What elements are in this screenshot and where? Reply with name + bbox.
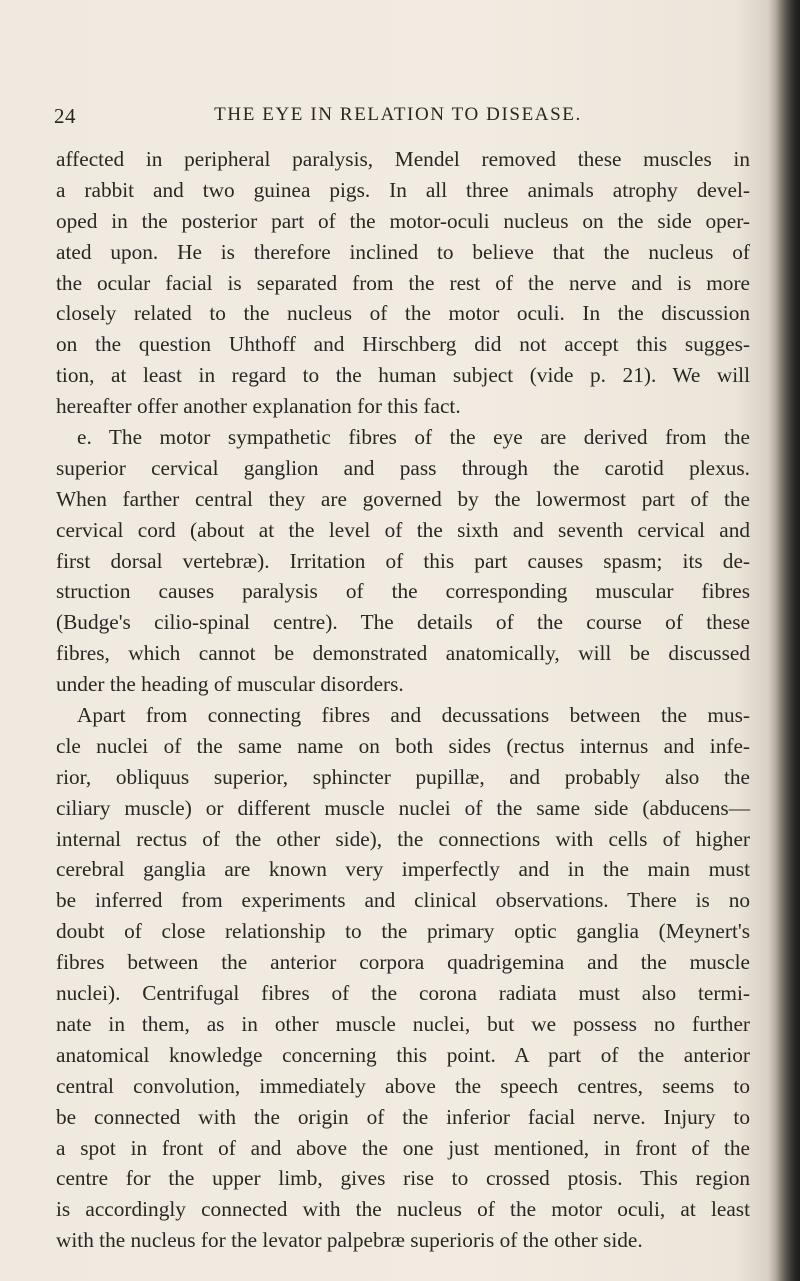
text-line: under the heading of muscular disorders. bbox=[56, 672, 404, 697]
text-line: Apart from connecting fibres and decussations between the mus- bbox=[77, 703, 750, 728]
text-line: first dorsal vertebræ). Irritation of this part causes spasm; its de- bbox=[56, 548, 750, 573]
text-line: fibres, which cannot be demonstrated anatomically, will be discussed bbox=[56, 641, 750, 666]
text-line: rior, obliquus superior, sphincter pupillæ, and probably also the bbox=[56, 764, 750, 789]
text-line: a rabbit and two guinea pigs. In all three animals atrophy devel- bbox=[56, 177, 750, 202]
text-line: with the nucleus for the levator palpebræ superioris of the other side. bbox=[56, 1228, 643, 1253]
text-line: a spot in front of and above the one just mentioned, in front of the bbox=[56, 1135, 750, 1160]
text-line: affected in peripheral paralysis, Mendel removed these muscles in bbox=[56, 147, 750, 171]
text-line: centre for the upper limb, gives rise to crossed ptosis. This region bbox=[56, 1166, 750, 1191]
text-line: cle nuclei of the same name on both sides (rectus internus and infe- bbox=[56, 733, 750, 758]
text-line: cervical cord (about at the level of the sixth and seventh cervical and bbox=[56, 517, 750, 542]
text-line: tion, at least in regard to the human subject (vide p. 21). We will bbox=[56, 363, 750, 388]
text-line: ciliary muscle) or different muscle nuclei of the same side (abducens— bbox=[56, 795, 750, 820]
text-line: on the question Uhthoff and Hirschberg did not accept this sugges- bbox=[56, 332, 750, 357]
text-line: closely related to the nucleus of the motor oculi. In the discussion bbox=[56, 301, 750, 326]
text-line: superior cervical ganglion and pass through the carotid plexus. bbox=[56, 455, 750, 480]
text-line: cerebral ganglia are known very imperfectly and in the main must bbox=[56, 857, 750, 882]
running-head: THE EYE IN RELATION TO DISEASE. bbox=[214, 104, 582, 125]
text-line: be inferred from experiments and clinical observations. There is no bbox=[56, 888, 750, 913]
text-line: ated upon. He is therefore inclined to believe that the nucleus of bbox=[56, 239, 750, 264]
text-line: be connected with the origin of the inferior facial nerve. Injury to bbox=[56, 1104, 750, 1129]
text-line: oped in the posterior part of the motor-oculi nucleus on the side oper- bbox=[56, 208, 750, 233]
page-edge-shadow bbox=[776, 0, 800, 1281]
text-line: internal rectus of the other side), the connections with cells of higher bbox=[56, 826, 750, 851]
text-line: nuclei). Centrifugal fibres of the corona radiata must also termi- bbox=[56, 981, 750, 1006]
body-text bbox=[56, 144, 750, 1256]
text-line: anatomical knowledge concerning this point. A part of the anterior bbox=[56, 1042, 750, 1067]
text-line: hereafter offer another explanation for this fact. bbox=[56, 394, 461, 419]
text-line: (Budge's cilio-spinal centre). The details of the course of these bbox=[56, 610, 750, 635]
text-line: doubt of close relationship to the primary optic ganglia (Meynert's bbox=[56, 919, 750, 944]
text-line: the ocular facial is separated from the rest of the nerve and is more bbox=[56, 270, 750, 295]
page-number: 24 bbox=[54, 104, 76, 128]
text-line: struction causes paralysis of the corresponding muscular fibres bbox=[56, 579, 750, 604]
text-line: When farther central they are governed by the lowermost part of the bbox=[56, 486, 750, 511]
text-line: is accordingly connected with the nucleus of the motor oculi, at least bbox=[56, 1197, 750, 1222]
page-header bbox=[54, 104, 744, 134]
text-line: central convolution, immediately above the speech centres, seems to bbox=[56, 1073, 750, 1098]
text-line: fibres between the anterior corpora quadrigemina and the muscle bbox=[56, 950, 750, 975]
text-line: nate in them, as in other muscle nuclei, but we possess no further bbox=[56, 1011, 750, 1036]
text-line: e. The motor sympathetic fibres of the eye are derived from the bbox=[77, 425, 750, 450]
